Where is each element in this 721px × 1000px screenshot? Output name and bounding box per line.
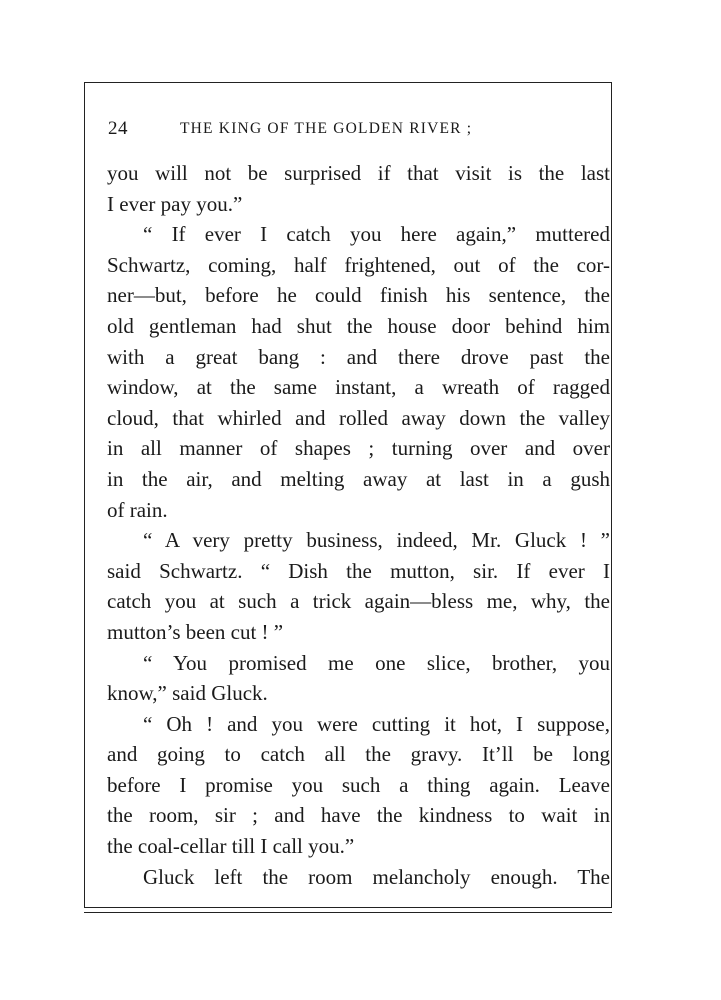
- text-line: know,” said Gluck.: [107, 681, 268, 706]
- text-line: “ If ever I catch you here again,” muttered: [143, 222, 610, 247]
- text-line: Schwartz, coming, half frightened, out of the cor-: [107, 252, 610, 277]
- text-line: catch you at such a trick again—bless me, why, the: [107, 589, 610, 614]
- text-line: “ A very pretty business, indeed, Mr. Gluck ! ”: [143, 528, 610, 553]
- text-line: old gentleman had shut the house door behind him: [107, 313, 610, 338]
- text-line: of rain.: [107, 497, 168, 522]
- text-line: in the air, and melting away at last in a gush: [107, 466, 610, 491]
- text-line: ner—but, before he could finish his sentence, the: [107, 283, 610, 308]
- text-line: the coal-cellar till I call you.”: [107, 834, 355, 859]
- text-line: the room, sir ; and have the kindness to wait in: [107, 803, 610, 828]
- text-line: said Schwartz. “ Dish the mutton, sir. If ever I: [107, 558, 610, 583]
- body-text: [107, 158, 610, 892]
- text-line: and going to catch all the gravy. It’ll be long: [107, 742, 610, 767]
- page-border-double-rule: [84, 912, 612, 913]
- text-line: I ever pay you.”: [107, 191, 243, 216]
- text-line: window, at the same instant, a wreath of ragged: [107, 375, 610, 400]
- text-line: Gluck left the room melancholy enough. The: [143, 864, 610, 889]
- text-line: you will not be surprised if that visit is the last: [107, 161, 610, 185]
- running-title: THE KING OF THE GOLDEN RIVER ;: [180, 120, 473, 137]
- text-line: with a great bang : and there drove past the: [107, 344, 610, 369]
- page-number: 24: [108, 118, 128, 139]
- text-line: before I promise you such a thing again. Leave: [107, 772, 610, 797]
- running-header: [108, 118, 608, 142]
- text-line: cloud, that whirled and rolled away down the valley: [107, 405, 610, 430]
- text-line: “ Oh ! and you were cutting it hot, I suppose,: [143, 711, 610, 736]
- text-line: “ You promised me one slice, brother, you: [143, 650, 610, 675]
- text-line: in all manner of shapes ; turning over and over: [107, 436, 610, 461]
- text-line: mutton’s been cut ! ”: [107, 619, 284, 644]
